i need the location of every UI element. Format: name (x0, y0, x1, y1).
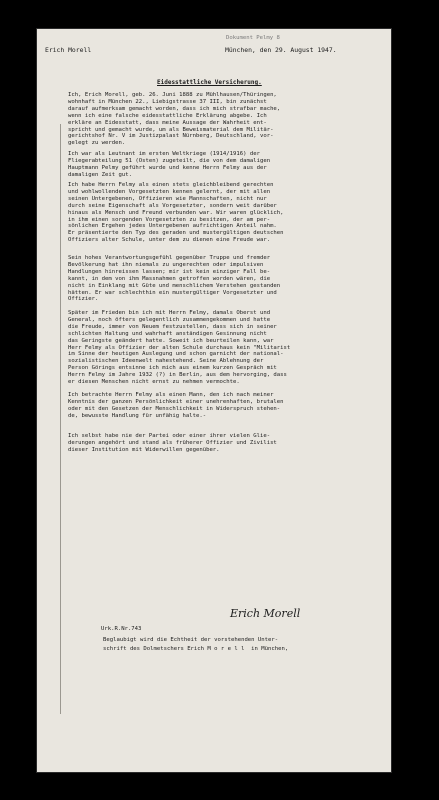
place-date: München, den 29. August 1947. (225, 46, 337, 54)
paragraph-line: Herrn Felmy im Jahre 1932 (?) in Berlin, aus dem hervorging, dass (68, 372, 287, 379)
paragraph-line: Hauptmann Pelmy geführt wurde und kenne Herrn Felmy aus der (68, 164, 267, 171)
paragraph-line: Sein hohes Verantwortungsgefühl gegenüber Truppe und fremder (68, 255, 271, 261)
paragraph-line: gerichtshof Nr. V im Justizpalast Nürnberg, Deutschland, vor- (68, 133, 274, 140)
page-fold-line (60, 124, 61, 714)
paragraph-line: Fliegerabteilung 51 (Osten) zugeteilt, die von dem damaligen (68, 157, 271, 164)
paragraph-line: Ich war als Leutnant im ersten Weltkriege (1914/1916) der (68, 151, 260, 157)
paragraph-line: wenn ich eine falsche eidesstattliche Erklärung abgebe. Ich (68, 112, 267, 119)
paragraph-line: kannt, in dem von ihm Massnahmen getroffen worden wären, die (68, 275, 271, 282)
paragraph-line: sozialistischen Ideenwelt nahestehend. Seine Ablehnung der (68, 358, 264, 365)
notary-line: Beglaubigt wird die Echtheit der vorstehenden Unter- (103, 637, 279, 643)
paragraph-line: Herr Felmy als Offizier der alten Schule durchaus kein "Militarist (68, 344, 291, 351)
paragraph-line: Offiziers alter Schule, unter dem zu dienen eine Freude war. (68, 237, 271, 244)
signature: Erich Morell (230, 607, 301, 620)
paragraph-line: derungen angehört und stand als früherer Offizier und Zivilist (68, 439, 277, 446)
paragraph-line: Ich, Erich Morell, geb. 26. Juni 1888 zu Mühlhausen/Thüringen, (68, 92, 277, 98)
paragraph-line: das Geringste geändert hatte. Soweit ich beurteilen kann, war (68, 337, 274, 344)
paragraph-line: durch seine Eigenschaft als Vorgesetzter, sondern weit darüber (68, 202, 277, 209)
paragraph-line: Ich selbst habe nie der Partei oder einer ihrer vielen Glie- (68, 433, 271, 439)
paragraph-line: Später im Frieden bin ich mit Herrn Felmy, damals Oberst und (68, 310, 271, 316)
paragraph-line: damaligen Zeit gut. (68, 171, 132, 178)
paragraph-line: Offizier. (68, 296, 99, 303)
author-heading: Erich Morell (45, 46, 92, 54)
paragraph-line: die Freude, immer von Neuem festzustellen, dass sich in seiner (68, 323, 277, 330)
paragraph-line: hätten. Er war schlechthin ein mustergültiger Vorgesetzter und (68, 289, 277, 296)
paragraph-line: wohnhaft in München 22., Liebigstrasse 37 III, bin zunächst (68, 98, 267, 105)
paragraph-line: erkläre an Eidesstatt, dass meine Aussage der Wahrheit ent- (68, 119, 267, 126)
paragraph-line: in ihm einen sorgenden Vorgesetzten zu besitzen, der am per- (68, 216, 271, 223)
paragraph-line: Person Görings entsinne ich mich aus einem kurzen Gespräch mit (68, 365, 277, 372)
paragraph-line: hinaus als Mensch und Freund verbunden war. Wir waren glücklich, (68, 209, 284, 216)
paragraph-line: Er präsentierte den Typ des geraden und mustergültigen deutschen (68, 230, 284, 237)
paragraph-line: sönlichen Ergehen jedes Untergebenen aufrichtigen Anteil nahm. (68, 223, 277, 230)
paragraph-line: gelegt zu werden. (68, 140, 126, 147)
paragraph-line: Ich betrachte Herrn Felmy als einen Mann, den ich nach meiner (68, 392, 274, 398)
document-page (36, 28, 392, 773)
paragraph-line: dieser Institution mit Widerwillen gegenüber. (68, 446, 220, 453)
paragraph-line: Kenntnis der ganzen Persönlichkeit einer unehrenhaften, brutalen (68, 398, 284, 405)
paragraph-line: spricht und gemacht wurde, um als Beweismaterial dem Militär- (68, 126, 274, 133)
document-title: Eidesstattliche Versicherung. (157, 79, 262, 86)
paragraph-line: oder mit den Gesetzen der Menschlichkeit in Widerspruch stehen- (68, 405, 281, 412)
paragraph-line: darauf aufmerksam gemacht worden, dass ich mich strafbar mache, (68, 105, 281, 112)
paragraph-line: im Sinne der heutigen Auslegung und schon garnicht der national- (68, 351, 284, 358)
paragraph-line: Handlungen hinreissen lassen; mir ist kein einziger Fall be- (68, 268, 271, 275)
paragraph-line: General, noch öfters gelegentlich zusammengekommen und hatte (68, 316, 271, 323)
paragraph-line: er diesen Menschen nicht ernst zu nehmen vermochte. (68, 379, 240, 385)
paragraph-line: seinen Untergebenen, Offizieren wie Mannschaften, nicht nur (68, 195, 267, 202)
paragraph-line: Bevölkerung hat ihn niemals zu ungerechten oder impulsiven (68, 261, 264, 268)
notary-reference: Urk.R.Nr.743 (101, 626, 142, 632)
paragraph-line: schlichten Haltung und wahrhaft anständigen Gesinnung nicht (68, 330, 267, 337)
paragraph-line: nicht in Einklang mit Güte und menschlichem Verstehen gestanden (68, 282, 281, 289)
document-stamp: Dokument Pelmy 8 (226, 35, 280, 41)
paragraph-line: und wohlwollenden Vorgesetzten kennen gelernt, der mit allen (68, 188, 271, 195)
paragraph-line: Ich habe Herrn Felmy als einen stets gleichbleibend gerechten (68, 182, 274, 188)
paragraph-line: de, bewusste Handlung für unfähig halte.- (68, 412, 207, 419)
notary-line: schrift des Dolmetschers Erich M o r e l l in München, (103, 646, 289, 652)
